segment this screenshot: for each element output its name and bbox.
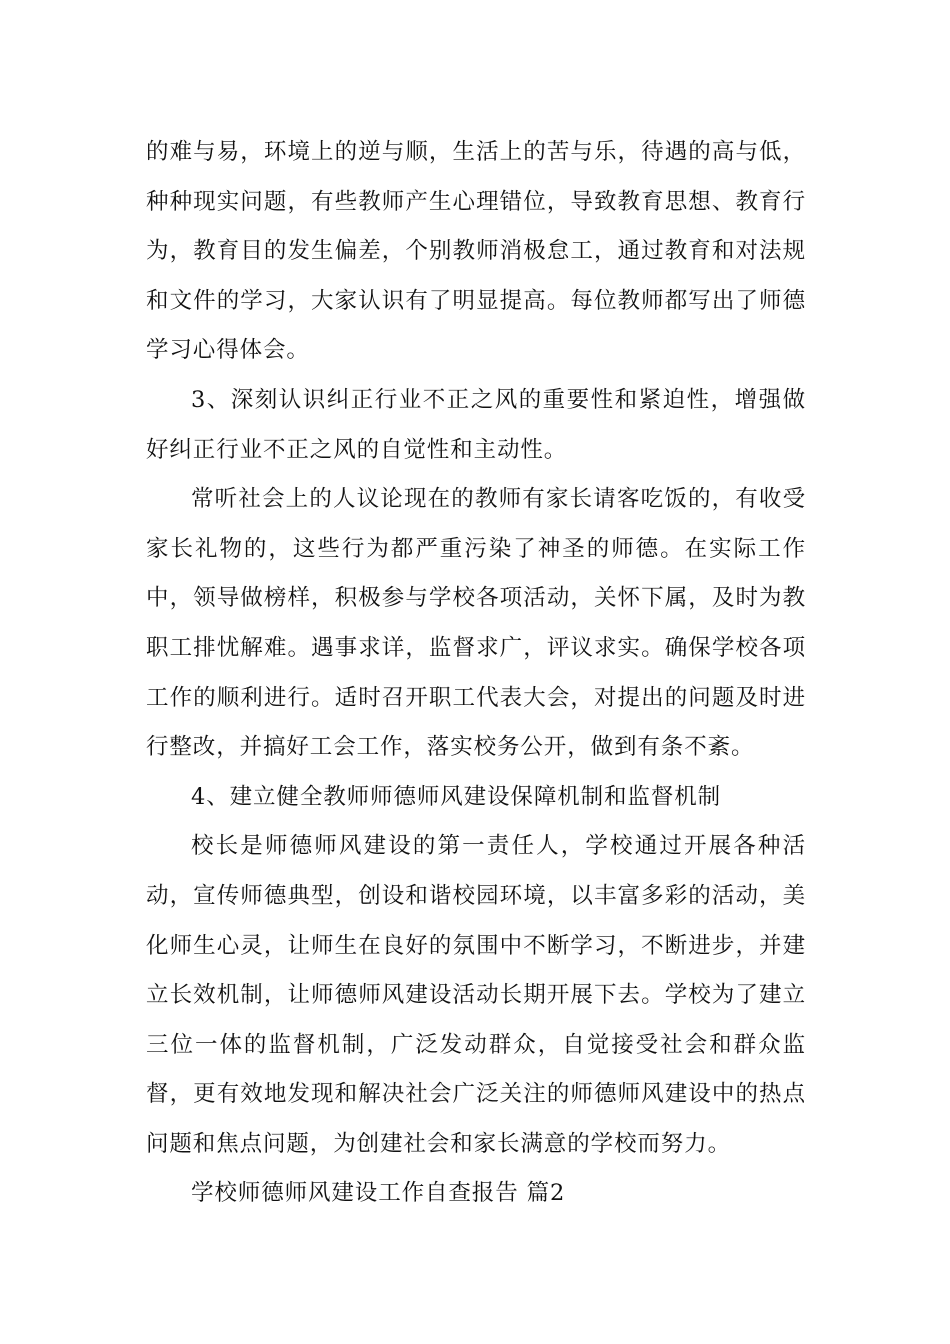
paragraph-heading-4: 4、建立健全教师师德师风建设保障机制和监督机制 — [191, 783, 722, 810]
paragraph-body: 校长是师德师风建设的第一责任人，学校通过开展各种活动，宣传师德典型，创设和谐校园环境，以丰富多彩的活动，美化师生心灵，让师生在良好的氛围中不断学习，不断进步，并建立长效机制，让师德师风建设活动长期开展下去。学校为了建立三位一体的监督机制，广泛发动群众，自觉接受社会和群众监督，更有效地发现和解决社会广泛关注的师德师风建设中的热点问题和焦点问题，为创建社会和家长满意的学校而努力。 — [146, 833, 806, 1157]
paragraph-body: 常听社会上的人议论现在的教师有家长请客吃饭的，有收受家长礼物的，这些行为都严重污染了神圣的师德。在实际工作中，领导做榜样，积极参与学校各项活动，关怀下属，及时为教职工排忧解难。遇事求详，监督求广，评议求实。确保学校各项工作的顺利进行。适时召开职工代表大会，对提出的问题及时进行整改，并搞好工会工作，落实校务公开，做到有条不紊。 — [146, 486, 806, 761]
paragraph-continuation: 的难与易，环境上的逆与顺，生活上的苦与乐，待遇的高与低，种种现实问题，有些教师产生心理错位，导致教育思想、教育行为，教育目的发生偏差，个别教师消极怠工，通过教育和对法规和文件的学习，大家认识有了明显提高。每位教师都写出了师德学习心得体会。 — [146, 139, 806, 364]
paragraph-heading-3: 3、深刻认识纠正行业不正之风的重要性和紧迫性，增强做好纠正行业不正之风的自觉性和主动性。 — [146, 386, 806, 463]
section-title: 学校师德师风建设工作自查报告 篇2 — [191, 1180, 566, 1207]
document-body — [146, 128, 806, 1219]
